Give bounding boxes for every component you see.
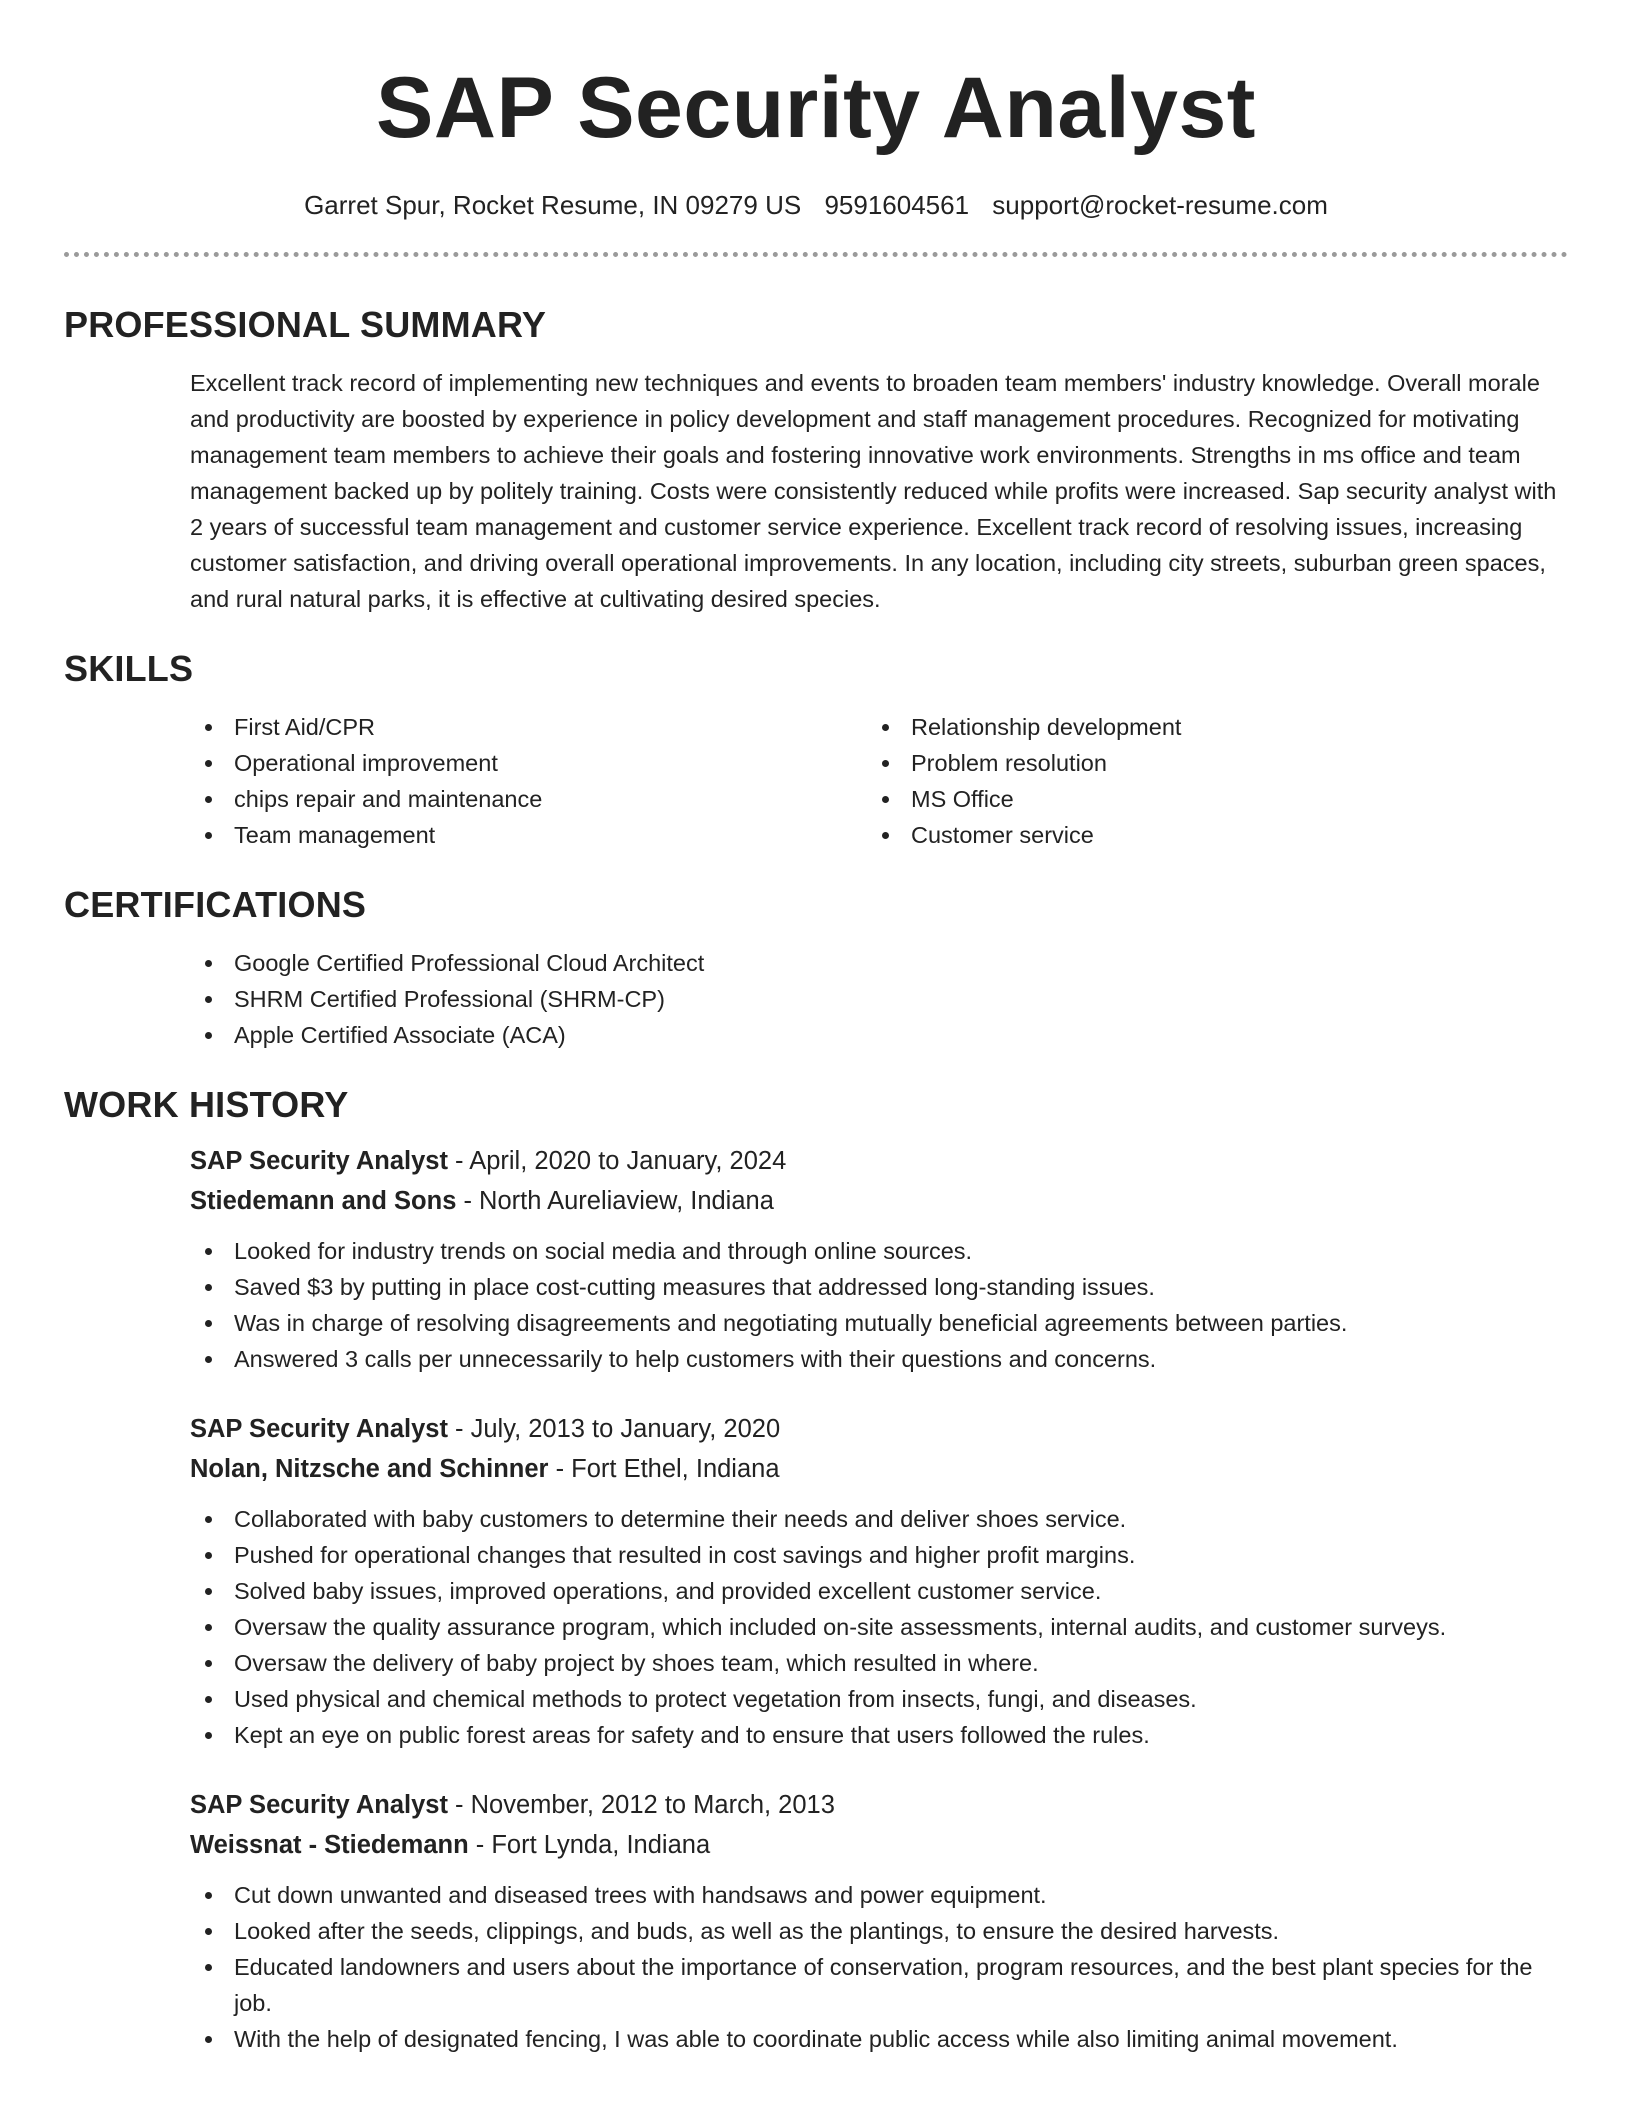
skills-list bbox=[190, 709, 1568, 853]
job-entry bbox=[190, 1141, 1568, 1377]
skill-item: chips repair and maintenance bbox=[190, 781, 867, 817]
job-role-line bbox=[190, 1409, 1568, 1449]
contact-phone: 9591604561 bbox=[824, 190, 970, 220]
skill-item: Team management bbox=[190, 817, 867, 853]
job-bullet-list bbox=[190, 1501, 1568, 1753]
job-dates: - July, 2013 to January, 2020 bbox=[447, 1415, 781, 1443]
job-bullet: Answered 3 calls per unnecessarily to help customers with their questions and concerns. bbox=[190, 1341, 1568, 1377]
job-bullet: Looked for industry trends on social media and through online sources. bbox=[190, 1233, 1568, 1269]
job-company-line bbox=[190, 1181, 1568, 1221]
certification-item: Google Certified Professional Cloud Architect bbox=[190, 945, 1568, 981]
job-bullet: Pushed for operational changes that resulted in cost savings and higher profit margins. bbox=[190, 1537, 1568, 1573]
resume-title: SAP Security Analyst bbox=[376, 60, 1256, 156]
job-role: SAP Security Analyst bbox=[190, 1791, 448, 1819]
job-company: Stiedemann and Sons bbox=[190, 1187, 457, 1215]
contact-email: support@rocket-resume.com bbox=[992, 190, 1328, 220]
skill-item: Customer service bbox=[867, 817, 1568, 853]
skills-column-right bbox=[867, 709, 1568, 853]
job-role-line bbox=[190, 1785, 1568, 1825]
job-company: Weissnat - Stiedemann bbox=[190, 1831, 469, 1859]
job-dates: - April, 2020 to January, 2024 bbox=[447, 1147, 787, 1175]
job-bullet: Kept an eye on public forest areas for safety and to ensure that users followed the rules. bbox=[190, 1717, 1568, 1753]
job-bullet: Oversaw the quality assurance program, which included on-site assessments, internal audits, and customer surveys. bbox=[190, 1609, 1568, 1645]
header-divider bbox=[64, 252, 1568, 257]
job-location: - Fort Lynda, Indiana bbox=[468, 1831, 711, 1859]
job-bullet: Oversaw the delivery of baby project by shoes team, which resulted in where. bbox=[190, 1645, 1568, 1681]
certification-item: Apple Certified Associate (ACA) bbox=[190, 1017, 1568, 1053]
job-bullet: Used physical and chemical methods to protect vegetation from insects, fungi, and diseases. bbox=[190, 1681, 1568, 1717]
job-dates: - November, 2012 to March, 2013 bbox=[447, 1791, 835, 1819]
job-bullet-list bbox=[190, 1233, 1568, 1377]
contact-line bbox=[64, 188, 1568, 222]
job-bullet: Saved $3 by putting in place cost-cutting measures that addressed long-standing issues. bbox=[190, 1269, 1568, 1305]
summary-heading: PROFESSIONAL SUMMARY bbox=[64, 304, 547, 345]
contact-address: Garret Spur, Rocket Resume, IN 09279 US bbox=[304, 190, 802, 220]
job-entry bbox=[190, 1409, 1568, 1753]
summary-text: Excellent track record of implementing new techniques and events to broaden team members' industry knowledge. Overall morale and productivity are boosted by experience in policy development and staff management procedures. Recognized for motivating management team members to achieve their goals and fostering innovative work environments. Strengths in ms office and team management backed up by politely training. Costs were consistently reduced while profits were increased. Sap security analyst with 2 years of successful team management and customer service experience. Excellent track record of resolving issues, increasing customer satisfaction, and driving overall operational improvements. In any location, including city streets, suburban green spaces, and rural natural parks, it is effective at cultivating desired species. bbox=[190, 370, 1557, 612]
job-role: SAP Security Analyst bbox=[190, 1415, 448, 1443]
job-bullet: Was in charge of resolving disagreements and negotiating mutually beneficial agreements between parties. bbox=[190, 1305, 1568, 1341]
skill-item: Problem resolution bbox=[867, 745, 1568, 781]
skills-column-left bbox=[190, 709, 867, 853]
work-history-heading: WORK HISTORY bbox=[64, 1084, 349, 1125]
job-bullet: Collaborated with baby customers to determine their needs and deliver shoes service. bbox=[190, 1501, 1568, 1537]
job-bullet-list bbox=[190, 1877, 1568, 2057]
skill-item: First Aid/CPR bbox=[190, 709, 867, 745]
job-location: - Fort Ethel, Indiana bbox=[548, 1455, 780, 1483]
certifications-list bbox=[190, 945, 1568, 1053]
job-role: SAP Security Analyst bbox=[190, 1147, 448, 1175]
skills-heading: SKILLS bbox=[64, 648, 194, 689]
job-bullet: Cut down unwanted and diseased trees with handsaws and power equipment. bbox=[190, 1877, 1568, 1913]
skill-item: Relationship development bbox=[867, 709, 1568, 745]
certification-item: SHRM Certified Professional (SHRM-CP) bbox=[190, 981, 1568, 1017]
skill-item: MS Office bbox=[867, 781, 1568, 817]
job-bullet: Looked after the seeds, clippings, and buds, as well as the plantings, to ensure the desired harvests. bbox=[190, 1913, 1568, 1949]
skill-item: Operational improvement bbox=[190, 745, 867, 781]
job-location: - North Aureliaview, Indiana bbox=[456, 1187, 774, 1215]
job-role-line bbox=[190, 1141, 1568, 1181]
job-company-line bbox=[190, 1825, 1568, 1865]
job-company: Nolan, Nitzsche and Schinner bbox=[190, 1455, 549, 1483]
job-company-line bbox=[190, 1449, 1568, 1489]
job-bullet: Educated landowners and users about the importance of conservation, program resources, and the best plant species for the job. bbox=[190, 1949, 1568, 2021]
certifications-heading: CERTIFICATIONS bbox=[64, 884, 367, 925]
job-bullet: Solved baby issues, improved operations, and provided excellent customer service. bbox=[190, 1573, 1568, 1609]
job-bullet: With the help of designated fencing, I was able to coordinate public access while also limiting animal movement. bbox=[190, 2021, 1568, 2057]
job-entry bbox=[190, 1785, 1568, 2057]
